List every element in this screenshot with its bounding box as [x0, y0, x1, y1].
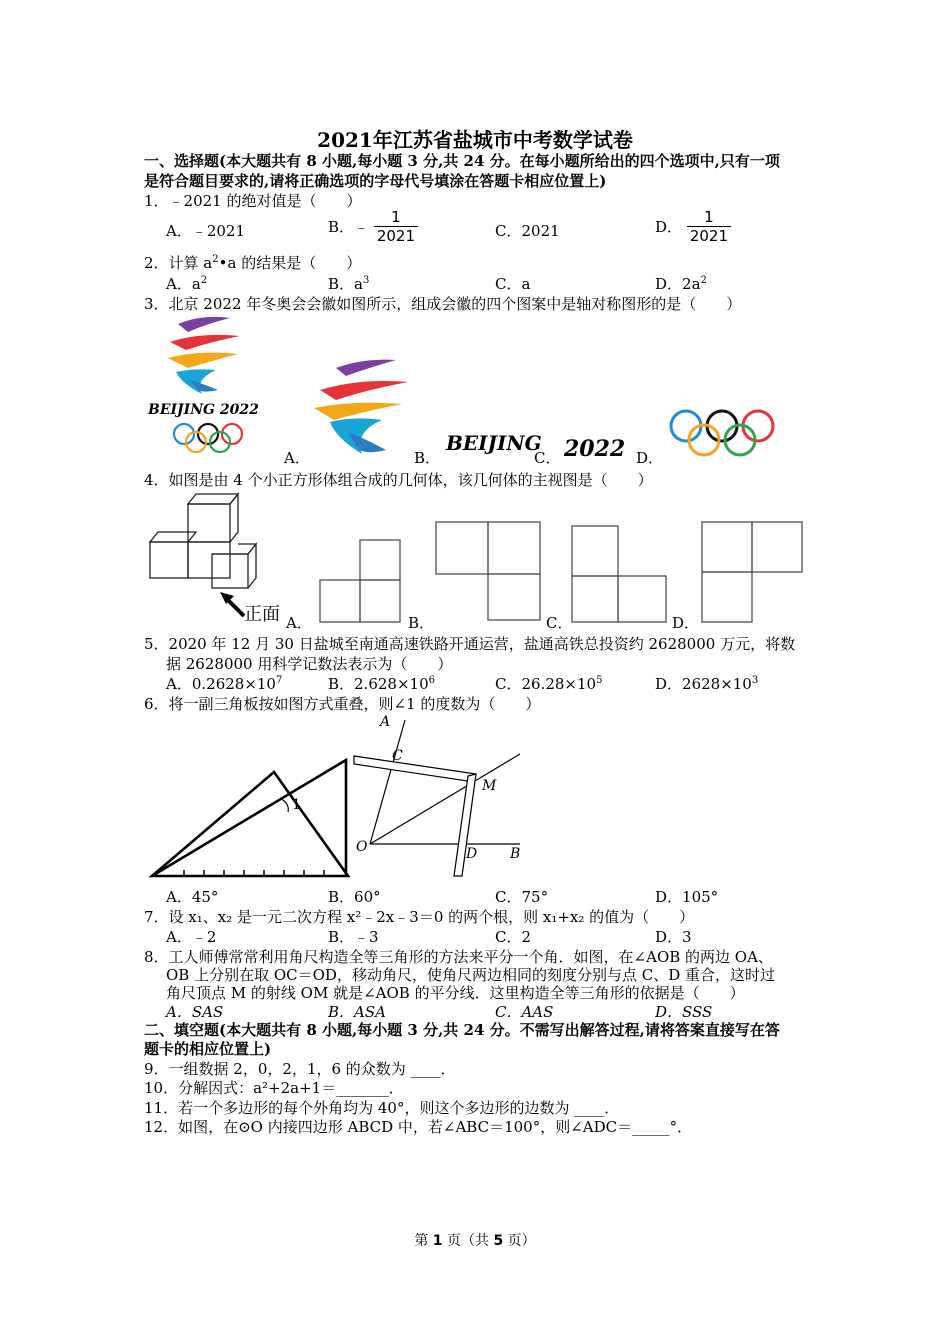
- q5-option-d: [655, 673, 758, 694]
- q6-point-m: M: [482, 778, 497, 794]
- q1-option-d-label: D．: [655, 218, 683, 236]
- q6-angle-ruler-figure: [354, 714, 520, 876]
- q7-stem: 7．设 x₁、x₂ 是一元二次方程 x²﹣2x﹣3＝0 的两个根，则 x₁+x₂ 的值为（ ）: [144, 908, 695, 926]
- q3-figures: [140, 310, 800, 470]
- q5-line1: 5．2020 年 12 月 30 日盐城至南通高速铁路开通运营，盐通高铁总投资约 2628000 万元，将数: [144, 635, 796, 653]
- q8-option-d: D．SSS: [655, 1003, 713, 1021]
- q1-option-d-numerator: 1: [687, 208, 731, 227]
- q9: 9．一组数据 2，0，2，1，6 的众数为 ____．: [144, 1060, 456, 1078]
- q6-stem: 6．将一副三角板按如图方式重叠，则∠1 的度数为（ ）: [144, 695, 541, 713]
- q4-solid: [150, 494, 256, 588]
- q5-option-b: [328, 673, 435, 694]
- q3-year-text: 2022: [564, 436, 626, 462]
- q1-option-d-denominator: 2021: [689, 227, 728, 245]
- q1-option-d-fraction: [687, 208, 731, 245]
- q3-option-d: D．: [636, 449, 664, 467]
- q2-stem: [144, 252, 361, 273]
- q5-option-b-exp: 6: [428, 675, 435, 686]
- q2-option-a-base: A．a: [166, 275, 201, 293]
- q5-option-d-base: D．2628×10: [655, 675, 752, 693]
- q8-option-a: A．SAS: [166, 1003, 224, 1021]
- q11: 11．若一个多边形的每个外角均为 40°，则这个多边形的边数为 ____．: [144, 1099, 620, 1117]
- q6-option-a: A．45°: [166, 888, 219, 906]
- q5-option-d-exp: 3: [751, 675, 759, 686]
- q3-stem: 3．北京 2022 年冬奥会会徽如图所示，组成会徽的四个图案中是轴对称图形的是（ ）: [144, 295, 742, 313]
- q6-point-o: O: [356, 839, 368, 855]
- q8-line3: 角尺顶点 M 的射线 OM 就是∠AOB 的平分线．这里构造全等三角形的依据是（ ）: [166, 984, 745, 1002]
- section1-heading-line2: 是符合题目要求的,请将正确选项的字母代号填涂在答题卡相应位置上): [144, 172, 607, 190]
- q8-line2: OB 上分别在取 OC＝OD，移动角尺，使角尺两边相同的刻度分别与点 C、D 重合，这时过: [166, 966, 775, 984]
- q1-stem: 1．﹣2021 的绝对值是（ ）: [144, 192, 362, 210]
- q2-option-b-base: B．a: [328, 275, 363, 293]
- q1-option-b-denominator: 2021: [376, 227, 415, 245]
- q7-option-b: B．﹣3: [328, 928, 379, 946]
- q6-triangles: [152, 760, 348, 876]
- q3-a-beijing-text: BEIJING 2022: [148, 402, 259, 418]
- page-title: 2021年江苏省盐城市中考数学试卷: [317, 128, 633, 152]
- q1-option-b-label: B．﹣: [328, 218, 370, 236]
- q4-option-d: D．: [672, 614, 700, 632]
- q8-option-b: B．ASA: [328, 1003, 386, 1021]
- q10: 10．分解因式：a²+2a+1＝_______．: [144, 1079, 404, 1097]
- q2-stem-pre: 2．计算 a: [144, 254, 213, 272]
- q12: 12．如图，在⊙O 内接四边形 ABCD 中，若∠ABC＝100°，则∠ADC＝_____°．: [144, 1118, 693, 1136]
- q4-option-d-view: [702, 522, 802, 622]
- q6-option-b: B．60°: [328, 888, 381, 906]
- q7-option-d: D．3: [655, 928, 692, 946]
- q5-option-c-base: C．26.28×10: [495, 675, 597, 693]
- q2-stem-post: •a 的结果是（ ）: [218, 254, 362, 272]
- q4-option-b: B．: [408, 614, 435, 632]
- q6-figure: [140, 710, 540, 880]
- q2-option-d-exp: 2: [700, 275, 707, 286]
- q7-option-a: A．﹣2: [166, 928, 217, 946]
- q3-option-c: C．: [534, 449, 561, 467]
- q6-option-d: D．105°: [655, 888, 719, 906]
- q4-option-c-view: [572, 526, 666, 622]
- q4-front-label: 正面: [244, 604, 280, 625]
- q3-option-a: A．: [284, 449, 310, 467]
- q5-option-a-base: A．0.2628×10: [166, 675, 276, 693]
- q3-option-b: B．: [414, 449, 441, 467]
- q6-point-d: D: [466, 846, 478, 862]
- q8-option-c: C．AAS: [495, 1003, 554, 1021]
- q4-option-c: C．: [546, 614, 573, 632]
- q2-option-c: C．a: [495, 275, 531, 293]
- footer-page-number: 1: [432, 1233, 443, 1249]
- q6-point-b: B: [510, 846, 521, 862]
- q1-option-d: [655, 208, 731, 245]
- q5-option-a: [166, 673, 282, 694]
- q7-option-c: C．2: [495, 928, 532, 946]
- q2-option-d: [655, 273, 707, 294]
- q1-option-b-fraction: [374, 208, 418, 245]
- q4-figures: [140, 490, 820, 635]
- footer-post: 页）: [503, 1233, 536, 1249]
- q2-option-b: [328, 273, 369, 294]
- q1-option-b-numerator: 1: [374, 208, 418, 227]
- q5-line2: 据 2628000 用科学记数法表示为（ ）: [166, 655, 453, 673]
- q3-full-emblem: [147, 317, 259, 452]
- q2-option-a-exp: 2: [200, 275, 208, 286]
- q2-stem-exp: 2: [212, 254, 219, 265]
- q5-option-b-base: B．2.628×10: [328, 675, 429, 693]
- section2-heading-line1: 二、填空题(本大题共有 8 小题,每小题 3 分,共 24 分。不需写出解答过程,请将答案直接写在答: [144, 1021, 780, 1039]
- q6-angle-label: 1: [292, 797, 301, 813]
- q5-option-a-exp: 7: [275, 675, 283, 686]
- section1-heading-line1: 一、选择题(本大题共有 8 小题,每小题 3 分,共 24 分。在每小题所给出的四个选项中,只有一项: [144, 152, 780, 170]
- q2-option-b-exp: 3: [362, 275, 370, 286]
- q8-line1: 8．工人师傅常常利用角尺构造全等三角形的方法来平分一个角．如图，在∠AOB 的两边 OA、: [144, 948, 773, 966]
- q4-stem: 4．如图是由 4 个小正方形体组合成的几何体，该几何体的主视图是（ ）: [144, 471, 653, 489]
- q4-option-a-view: [320, 540, 400, 622]
- q4-option-a: A．: [286, 614, 312, 632]
- q2-option-d-base: D．2a: [655, 275, 701, 293]
- q1-option-a: A．﹣2021: [166, 222, 246, 240]
- q4-option-b-view: [436, 522, 540, 620]
- q3-olympic-rings: [671, 411, 773, 455]
- section2-heading-line2: 题卡的相应位置上): [144, 1040, 272, 1058]
- q3-ribbon-emblem: [314, 360, 408, 454]
- q1-option-b: [328, 208, 418, 245]
- q2-option-a: [166, 273, 207, 294]
- page-footer: [0, 1230, 950, 1250]
- footer-total-pages: 5: [493, 1233, 504, 1249]
- q6-option-c: C．75°: [495, 888, 549, 906]
- q5-option-c: [495, 673, 602, 694]
- footer-mid: 页（共: [442, 1233, 494, 1249]
- q6-point-a: A: [380, 714, 391, 730]
- q3-c-beijing-text: BEIJING: [446, 431, 542, 455]
- q6-point-c: C: [392, 748, 403, 764]
- q1-option-c: C．2021: [495, 222, 560, 240]
- q5-option-c-exp: 5: [596, 675, 603, 686]
- footer-pre: 第: [414, 1233, 433, 1249]
